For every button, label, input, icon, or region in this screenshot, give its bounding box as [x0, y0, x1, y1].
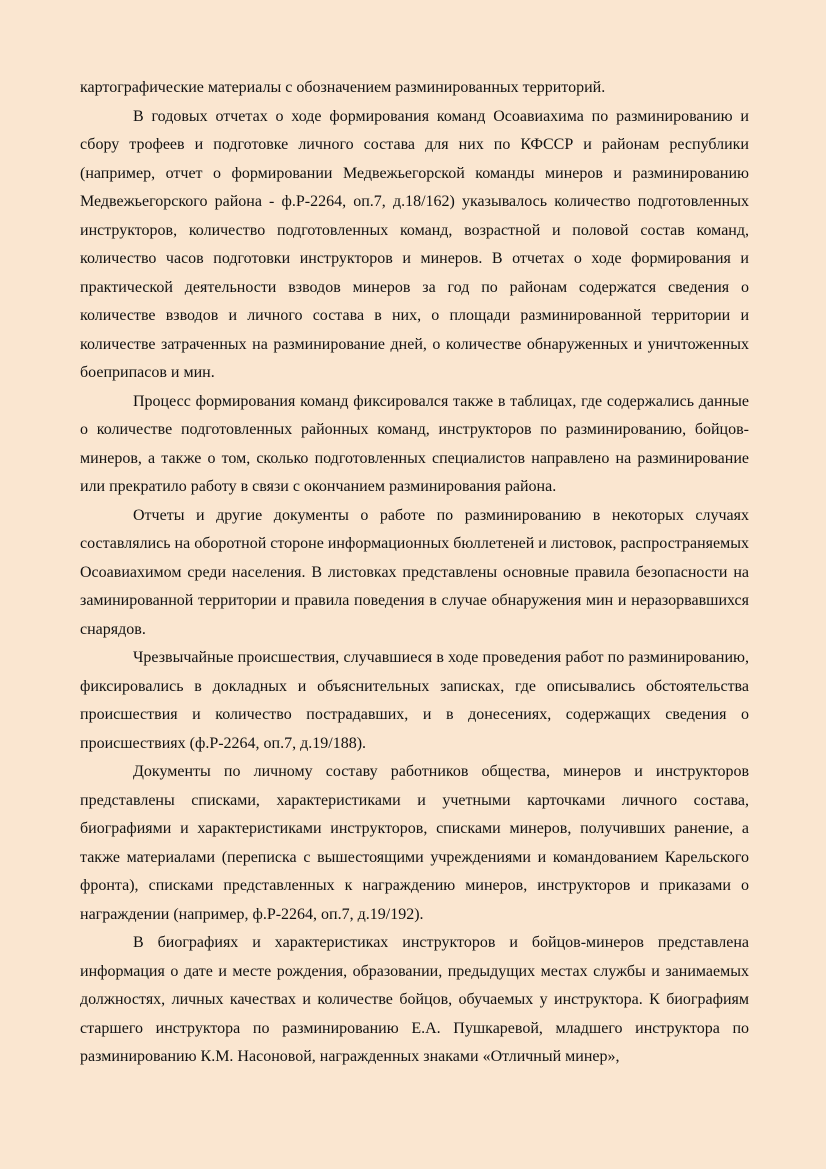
paragraph-biographies: В биографиях и характеристиках инструкторов и бойцов-минеров представлена информация о дате и месте рождения, образовании, предыдущих местах службы и занимаемых должностях, личных качествах и количестве бойцов, обучаемых у инструктора. К биографиям старшего инструктора по разминированию Е.А. Пушкаревой, младшего инструктора по разминированию К.М. Насоновой, награжденных знаками «Отличный минер»,	[80, 934, 749, 1065]
paragraph-continuation: картографические материалы с обозначением разминированных территорий.	[80, 79, 606, 96]
document-page	[80, 74, 749, 1072]
paragraph-personnel-documents: Документы по личному составу работников общества, минеров и инструкторов представлены списками, характеристиками и учетными карточками личного состава, биографиями и характеристиками инструкторов, списками минеров, получивших ранение, а также материалами (переписка с вышестоящими учреждениями и командованием Карельского фронта), списками представленных к награждению минеров, инструкторов и приказами о награждении (например, ф.Р-2264, оп.7, д.19/192).	[80, 763, 749, 923]
paragraph-leaflets: Отчеты и другие документы о работе по разминированию в некоторых случаях составлялись на оборотной стороне информационных бюллетеней и листовок, распространяемых Осоавиахимом среди населения. В листовках представлены основные правила безопасности на заминированной территории и правила поведения в случае обнаружения мин и неразорвавшихся снарядов.	[80, 506, 749, 638]
paragraph-annual-reports: В годовых отчетах о ходе формирования команд Осоавиахима по разминированию и сбору трофеев и подготовке личного состава для них по КФССР и районам республики (например, отчет о формировании Медвежьегорской команды минеров и разминированию Медвежьегорского района - ф.Р-2264, оп.7, д.18/162) указывалось количество подготовленных инструкторов, количество подготовленных команд, возрастной и половой состав команд, количество часов подготовки инструкторов и минеров. В отчетах о ходе формирования и практической деятельности взводов минеров за год по районам содержатся сведения о количестве взводов и личного состава в них, о площади разминированной территории и количестве затраченных на разминирование дней, о количестве обнаруженных и уничтоженных боеприпасов и мин.	[80, 107, 749, 381]
paragraph-incidents: Чрезвычайные происшествия, случавшиеся в ходе проведения работ по разминированию, фиксировались в докладных и объяснительных записках, где описывались обстоятельства происшествия и количество пострадавших, и в донесениях, содержащих сведения о происшествиях (ф.Р-2264, оп.7, д.19/188).	[80, 649, 749, 752]
paragraph-team-formation: Процесс формирования команд фиксировался также в таблицах, где содержались данные о количестве подготовленных районных команд, инструкторов по разминированию, бойцов-минеров, а также о том, сколько подготовленных специалистов направлено на разминирование или прекратило работу в связи с окончанием разминирования района.	[80, 392, 749, 495]
